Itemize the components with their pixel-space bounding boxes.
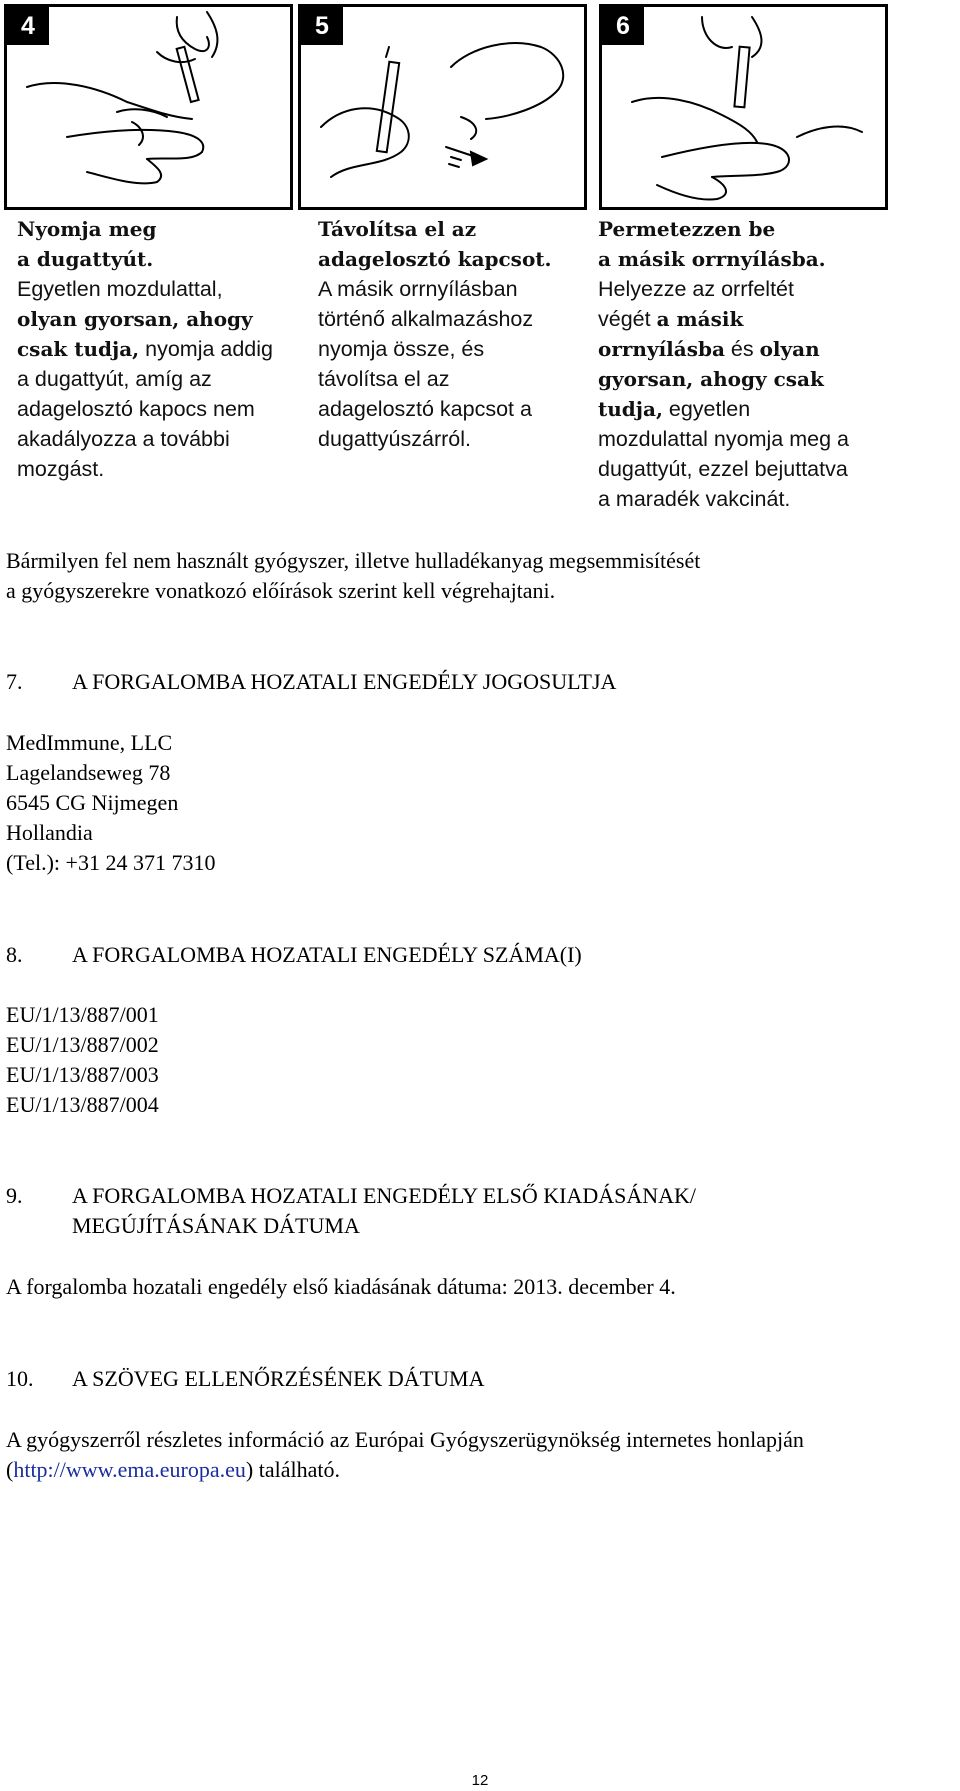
section-title-line-2: MEGÚJÍTÁSÁNAK DÁTUMA [72, 1213, 360, 1238]
text: végét [598, 307, 657, 331]
instruction-line [318, 334, 588, 364]
instruction-line [598, 244, 898, 274]
open-paren: ( [6, 1457, 14, 1482]
spray-other-nostril-illustration [602, 7, 885, 207]
step-5-instructions [318, 214, 588, 454]
instruction-line [17, 424, 287, 454]
text: nyomja addig [139, 337, 274, 361]
text: adagelosztó kapocs nem [17, 397, 255, 421]
holder-address [6, 728, 606, 878]
step-6-instructions [598, 214, 898, 514]
authorisation-number: EU/1/13/887/003 [6, 1062, 159, 1087]
section-title: A FORGALOMBA HOZATALI ENGEDÉLY SZÁMA(I) [72, 942, 582, 967]
text: egyetlen [662, 397, 751, 421]
text: távolítsa el az [318, 367, 450, 391]
instruction-line [17, 454, 287, 484]
text: mozgást. [17, 457, 105, 481]
authorisation-number: EU/1/13/887/001 [6, 1002, 159, 1027]
instruction-line [17, 274, 287, 304]
section-9-heading [6, 1181, 906, 1241]
authorisation-numbers [6, 1000, 606, 1120]
section-title [72, 1181, 902, 1241]
text: a maradék vakcinát. [598, 487, 791, 511]
section-number: 9. [6, 1183, 23, 1208]
illustration-panel-6 [599, 4, 888, 210]
instruction-line [17, 304, 287, 334]
instruction-line [17, 214, 287, 244]
agency-info-tail: ) található. [245, 1457, 340, 1482]
section-number: 10. [6, 1366, 34, 1391]
instruction-line [598, 274, 898, 304]
instruction-line [318, 364, 588, 394]
agency-info-line-2 [6, 1455, 960, 1485]
text: nyomja össze, és [318, 337, 485, 361]
instruction-line [318, 244, 588, 274]
bold-text: Permetezzen be [598, 217, 776, 241]
text: és [724, 337, 760, 361]
bold-text: olyan [759, 337, 820, 361]
bold-text: a másik [656, 307, 744, 331]
text: dugattyút, ezzel bejuttatva [598, 457, 848, 481]
section-number: 8. [6, 942, 23, 967]
disposal-text [6, 546, 946, 606]
bold-text: a másik orrnyílásba. [598, 247, 826, 271]
bold-text: orrnyílásba [598, 337, 725, 361]
bold-text: Távolítsa el az [318, 217, 477, 241]
bold-text: csak tudja, [17, 337, 140, 361]
remove-clip-illustration [301, 7, 584, 207]
bold-text: tudja, [598, 397, 663, 421]
ema-website-link[interactable]: http://www.ema.europa.eu [13, 1457, 246, 1482]
instruction-line [598, 214, 898, 244]
text: Egyetlen mozdulattal, [17, 277, 223, 301]
address-line: Lagelandseweg 78 [6, 760, 171, 785]
text: akadályozza a további [17, 427, 230, 451]
address-line: MedImmune, LLC [6, 730, 173, 755]
instruction-line [17, 394, 287, 424]
instruction-line [318, 394, 588, 424]
section-title: A FORGALOMBA HOZATALI ENGEDÉLY JOGOSULTJA [72, 669, 617, 694]
illustration-panel-5 [298, 4, 587, 210]
text: dugattyúszárról. [318, 427, 471, 451]
section-10-heading [6, 1364, 906, 1394]
section-number: 7. [6, 669, 23, 694]
text: történő alkalmazáshoz [318, 307, 534, 331]
hand-spraying-nose-illustration [7, 7, 290, 207]
step-number-badge: 4 [7, 7, 49, 45]
instruction-line [318, 424, 588, 454]
authorisation-number: EU/1/13/887/004 [6, 1092, 159, 1117]
bold-text: Nyomja meg [17, 217, 157, 241]
page-number: 12 [471, 1772, 489, 1789]
first-authorisation-date: A forgalomba hozatali engedély első kiadásának dátuma: 2013. december 4. [6, 1274, 676, 1299]
instruction-line [598, 394, 898, 424]
step-number-badge: 6 [602, 7, 644, 45]
instruction-line [598, 454, 898, 484]
text: A másik orrnyílásban [318, 277, 518, 301]
address-line: Hollandia [6, 820, 93, 845]
instruction-line [318, 214, 588, 244]
section-8-heading [6, 940, 906, 970]
instruction-line [17, 334, 287, 364]
instruction-line [318, 304, 588, 334]
section-title-line-1: A FORGALOMBA HOZATALI ENGEDÉLY ELSŐ KIADÁSÁNAK/ [72, 1183, 697, 1208]
section-7-heading [6, 667, 906, 697]
step-number-badge: 5 [301, 7, 343, 45]
bold-text: adagelosztó kapcsot. [318, 247, 552, 271]
disposal-line-1: Bármilyen fel nem használt gyógyszer, illetve hulladékanyag megsemmisítését [6, 548, 701, 573]
instruction-line [598, 334, 898, 364]
address-line: 6545 CG Nijmegen [6, 790, 179, 815]
illustration-panel-4 [4, 4, 293, 210]
disposal-line-2: a gyógyszerekre vonatkozó előírások szerint kell végrehajtani. [6, 578, 556, 603]
instruction-line [17, 244, 287, 274]
section-title: A SZÖVEG ELLENŐRZÉSÉNEK DÁTUMA [72, 1366, 485, 1391]
bold-text: a dugattyút. [17, 247, 154, 271]
agency-info-line-1: A gyógyszerről részletes információ az Európai Gyógyszerügynökség internetes honlapján [6, 1427, 804, 1452]
instruction-line [318, 274, 588, 304]
step-4-instructions [17, 214, 287, 484]
bold-text: olyan gyorsan, ahogy [17, 307, 253, 331]
text: Helyezze az orrfeltét [598, 277, 794, 301]
instruction-line [598, 304, 898, 334]
text: a dugattyút, amíg az [17, 367, 212, 391]
agency-info-text [6, 1425, 960, 1485]
instruction-line [598, 424, 898, 454]
instruction-line [598, 364, 898, 394]
instruction-line [598, 484, 898, 514]
instruction-line [17, 364, 287, 394]
text: mozdulattal nyomja meg a [598, 427, 849, 451]
bold-text: gyorsan, ahogy csak [598, 367, 824, 391]
authorisation-number: EU/1/13/887/002 [6, 1032, 159, 1057]
address-line: (Tel.): +31 24 371 7310 [6, 850, 216, 875]
text: adagelosztó kapcsot a [318, 397, 532, 421]
